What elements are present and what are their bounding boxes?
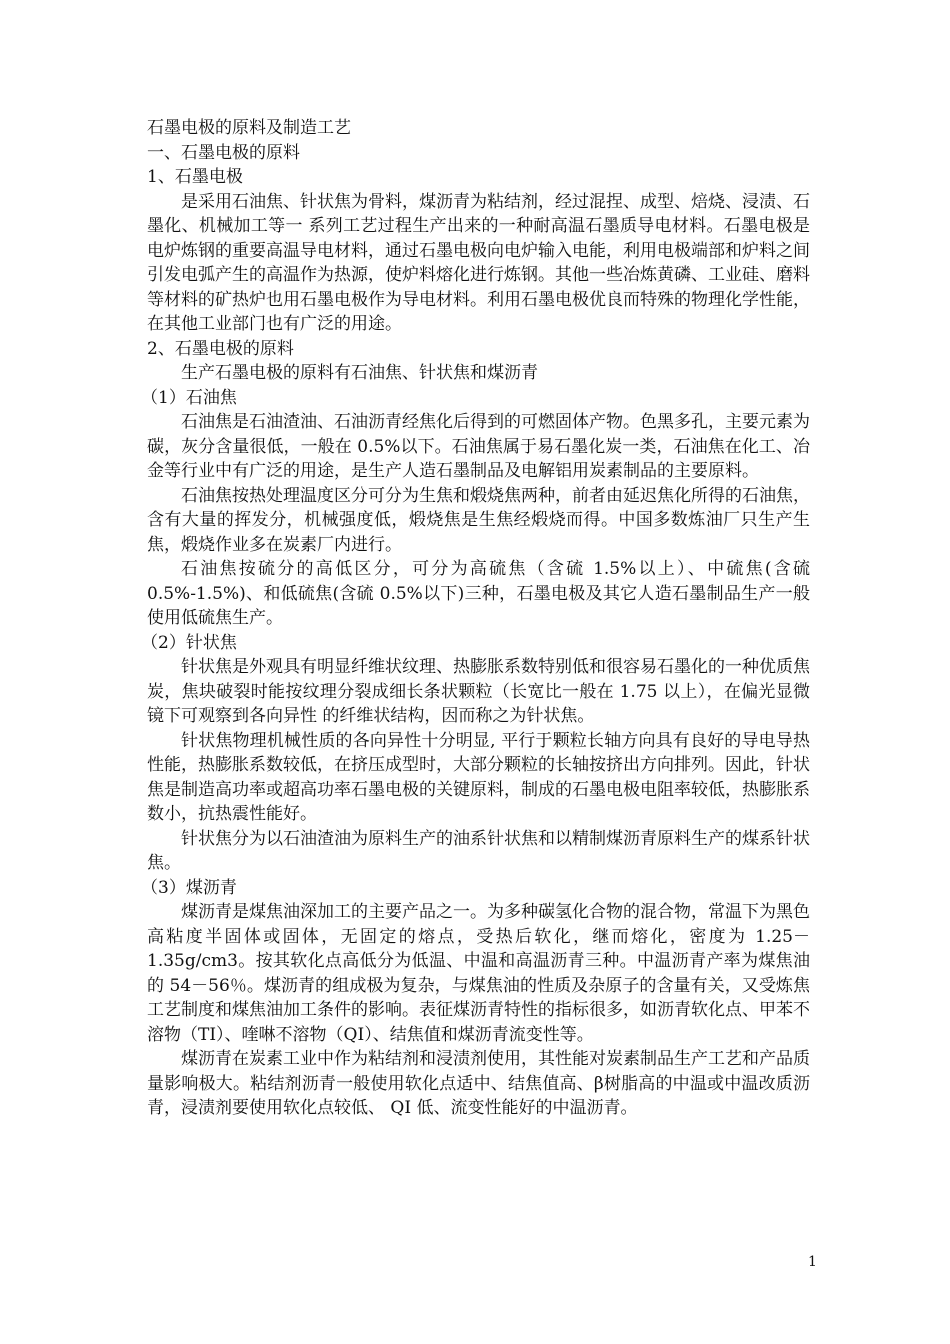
paragraph-needle-coke-properties: 针状焦物理机械性质的各向异性十分明显, 平行于颗粒长轴方向具有良好的导电导热性能，热膨胀系数较低，在挤压成型时，大部分颗粒的长轴按挤出方向排列。因此，针状焦是制造高功率或超高功率石墨电极的关键原料，制成的石墨电极电阻率较低，热膨胀系数小，抗热震性能好。 — [147, 730, 810, 824]
item-heading-needle-coke: （2）针状焦 — [141, 632, 237, 653]
paragraph-coal-tar-pitch-definition: 煤沥青是煤焦油深加工的主要产品之一。为多种碳氢化合物的混合物，常温下为黑色高粘度半固体或固体，无固定的熔点，受热后软化，继而熔化，密度为 1.25－1.35g/cm3。按其软化点高低分为低温、中温和高温沥青三种。中温沥青产率为煤焦油的 54－56％。煤沥青的组成极为复杂，与煤焦油的性质及杂原子的含量有关，又受炼焦工艺制度和煤焦油加工条件的影响。表征煤沥青特性的指标很多，如沥青软化点、甲苯不溶物（TI）、喹啉不溶物（QI）、结焦值和煤沥青流变性等。 — [147, 902, 810, 1045]
document-title: 石墨电极的原料及制造工艺 — [147, 118, 351, 138]
item-heading-coal-tar-pitch: （3）煤沥青 — [141, 877, 237, 898]
subsection-heading-graphite-electrode: 1、石墨电极 — [147, 167, 243, 187]
section-heading-raw-materials: 一、石墨电极的原料 — [147, 142, 300, 163]
paragraph-needle-coke-types: 针状焦分为以石油渣油为原料生产的油系针状焦和以精制煤沥青原料生产的煤系针状焦。 — [147, 828, 810, 873]
paragraph-graphite-electrode-definition: 是采用石油焦、针状焦为骨料，煤沥青为粘结剂，经过混捏、成型、焙烧、浸渍、石墨化、机械加工等一 系列工艺过程生产出来的一种耐高温石墨质导电材料。石墨电极是电炉炼钢的重要高温导电材料，通过石墨电极向电炉输入电能，利用电极端部和炉料之间引发电弧产生的高温作为热源，使炉料熔化进行炼钢。其他一些冶炼黄磷、工业硅、磨料等材料的矿热炉也用石墨电极作为导电材料。利用石墨电极优良而特殊的物理化学性能，在其他工业部门也有广泛的用途。 — [147, 191, 810, 334]
document-body — [141, 116, 810, 1121]
item-heading-petroleum-coke: （1）石油焦 — [141, 387, 237, 408]
paragraph-petroleum-coke-definition: 石油焦是石油渣油、石油沥青经焦化后得到的可燃固体产物。色黑多孔，主要元素为碳，灰分含量很低，一般在 0.5%以下。石油焦属于易石墨化炭一类，石油焦在化工、冶金等行业中有广泛的用途，是生产人造石墨制品及电解铝用炭素制品的主要原料。 — [147, 412, 810, 481]
paragraph-petroleum-coke-sulfur: 石油焦按硫分的高低区分，可分为高硫焦（含硫 1.5%以上）、中硫焦(含硫0.5%-1.5%)、和低硫焦(含硫 0.5%以下)三种，石墨电极及其它人造石墨制品生产一般使用低硫焦生产。 — [147, 559, 810, 628]
paragraph-petroleum-coke-heat-treatment: 石油焦按热处理温度区分可分为生焦和煅烧焦两种，前者由延迟焦化所得的石油焦，含有大量的挥发分，机械强度低，煅烧焦是生焦经煅烧而得。中国多数炼油厂只生产生焦，煅烧作业多在炭素厂内进行。 — [147, 485, 810, 555]
paragraph-raw-materials-list: 生产石墨电极的原料有石油焦、针状焦和煤沥青 — [181, 363, 538, 383]
paragraph-coal-tar-pitch-usage: 煤沥青在炭素工业中作为粘结剂和浸渍剂使用，其性能对炭素制品生产工艺和产品质量影响极大。粘结剂沥青一般使用软化点适中、结焦值高、β树脂高的中温或中温改质沥青，浸渍剂要使用软化点较低、 QI 低、流变性能好的中温沥青。 — [147, 1049, 810, 1118]
subsection-heading-electrode-raw-materials: 2、石墨电极的原料 — [147, 338, 294, 359]
paragraph-needle-coke-definition: 针状焦是外观具有明显纤维状纹理、热膨胀系数特别低和很容易石墨化的一种优质焦炭，焦块破裂时能按纹理分裂成细长条状颗粒（长宽比一般在 1.75 以上），在偏光显微镜下可观察到各向异性 的纤维状结构，因而称之为针状焦。 — [147, 657, 810, 726]
page-number: 1 — [808, 1254, 817, 1270]
